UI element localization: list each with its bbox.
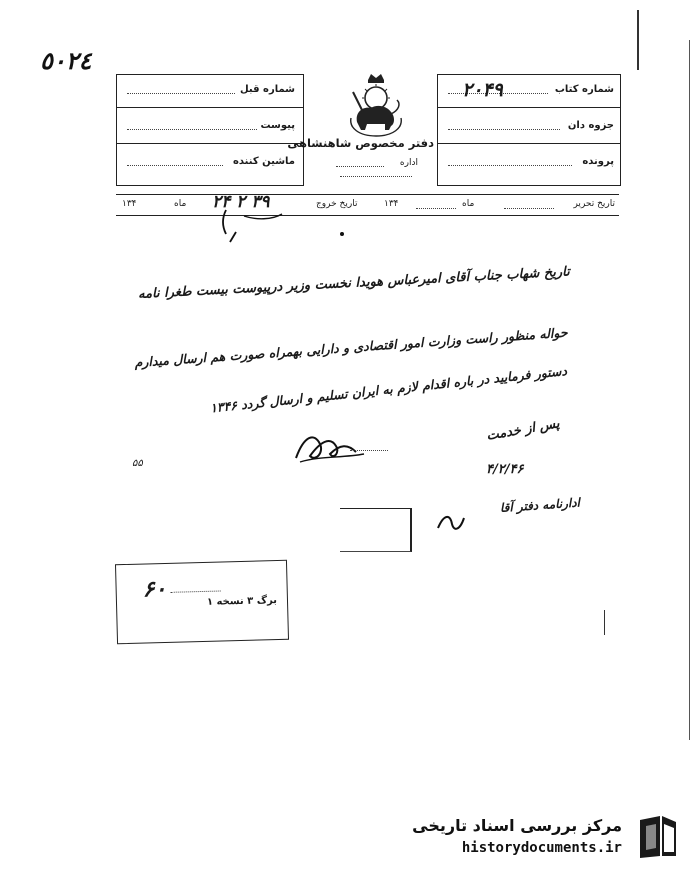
scan-edge-line (604, 610, 605, 635)
signature (290, 422, 370, 472)
scan-edge-line (637, 10, 639, 70)
footer-website: historydocuments.ir (461, 840, 622, 856)
letter-number-value: ۲۰۴۹ (462, 79, 503, 101)
annotation-note-2: ۴/۲/۴۶ (486, 462, 524, 477)
office-name: دفتر مخصوص شاهنشاهی (287, 136, 434, 150)
written-date-label: تاریخ تحریر (573, 199, 615, 209)
previous-number-label: شماره قبل (240, 84, 295, 95)
annotation-note-3: ادارنامه دفتر آقا (499, 495, 581, 516)
signature-line (350, 450, 388, 451)
typist-label: ماشین کننده (232, 156, 295, 167)
exit-month-label: ماه (174, 199, 187, 209)
scan-edge-line (689, 40, 690, 740)
stamp-box (115, 560, 289, 644)
department-row (336, 158, 418, 172)
footer-org-name: مرکز بررسی اسناد تاریخی (412, 816, 622, 835)
body-line-3: دستور فرمایید در باره اقدام لازم به ایران تسلیم و ارسال گردد ۱۳۴۶ (209, 363, 568, 416)
stamp-text: برگ ۳ نسخه ۱ (206, 595, 278, 608)
written-year-prefix: ۱۳۴ (384, 199, 399, 209)
left-info-box (116, 74, 304, 186)
body-line-1: تاریخ شهاب جناب آقای امیرعباس هویدا نخست وزیر درپیوست بیست طغرا نامه (137, 264, 571, 303)
exit-year-prefix: ۱۳۴ (122, 199, 137, 209)
right-info-box (437, 74, 621, 186)
corner-document-number: ٥٠٢٤ (40, 46, 92, 75)
stamp-amount: ۶۰ (142, 575, 167, 603)
written-month-label: ماه (462, 199, 475, 209)
book-logo-icon (632, 812, 682, 862)
letter-number-label: شماره کتاب (554, 84, 614, 95)
ink-dot (340, 232, 344, 236)
annotation-note-1: پس از خدمت (485, 416, 561, 444)
attachment-label: پیوست (260, 120, 295, 131)
small-scribble-box (340, 508, 412, 552)
register-label: جزوه دان (567, 120, 614, 131)
exit-date-value: ۲۴ ۲ ۳۹ (212, 192, 270, 212)
file-label: پرونده (582, 156, 614, 167)
lion-and-sun-emblem-icon (341, 72, 411, 138)
department-label: اداره (399, 158, 418, 168)
footer-watermark (400, 808, 690, 868)
exit-date-label: تاریخ خروج (316, 199, 358, 209)
body-line-2: حواله منظور راست وزارت امور اقتصادی و دارایی بهمراه صورت هم ارسال میدارم (134, 324, 568, 370)
date-bracket-scribble (186, 208, 306, 248)
date-line-top-rule (116, 194, 619, 195)
scribble-mark (436, 510, 466, 534)
margin-note: ۵۵ (132, 458, 143, 469)
letterhead (287, 72, 434, 182)
